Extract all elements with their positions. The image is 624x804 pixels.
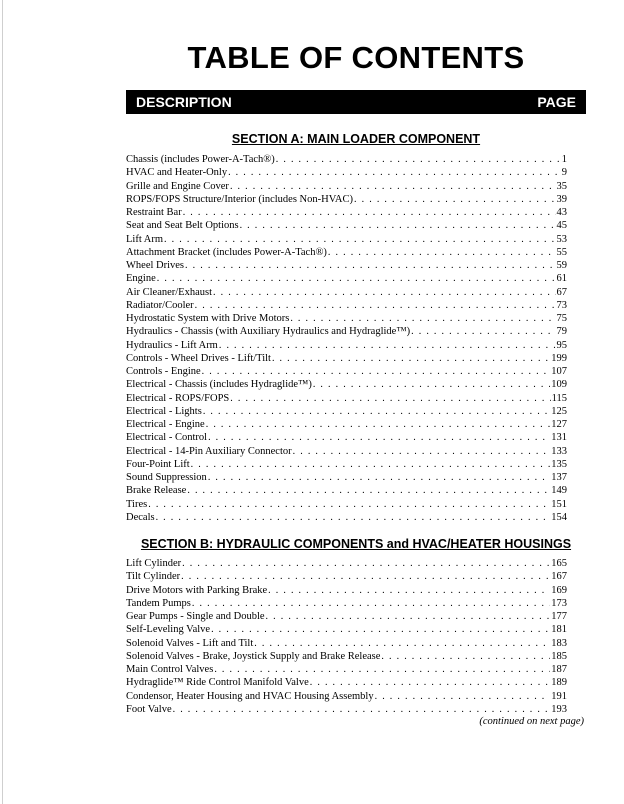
dot-leader: [268, 584, 550, 597]
toc-entry-label: Lift Arm: [126, 233, 164, 245]
toc-entry: [126, 623, 567, 636]
toc-entry-label: Electrical - Engine: [126, 419, 205, 430]
toc-entry: [126, 445, 567, 458]
toc-entry: [126, 471, 567, 484]
toc-entry: [126, 650, 567, 663]
toc-entry: [126, 286, 567, 299]
toc-entry-label: Lift Cylinder: [126, 558, 182, 569]
toc-entry: [126, 392, 567, 405]
toc-entry-page: 109: [551, 379, 567, 391]
toc-entry: [126, 610, 567, 623]
toc-entry: [126, 405, 567, 418]
dot-leader: [354, 193, 555, 206]
description-column-header: DESCRIPTION: [136, 94, 232, 110]
dot-leader: [240, 219, 556, 232]
toc-entry-label: Controls - Wheel Drives - Lift/Tilt: [126, 352, 271, 364]
toc-entry-label: Hydraglide™ Ride Control Manifold Valve: [126, 677, 309, 689]
toc-entry-label: Condensor, Heater Housing and HVAC Housing Assembly: [126, 690, 374, 702]
toc-entry-label: Air Cleaner/Exhaust: [126, 286, 213, 298]
toc-entry: [126, 193, 567, 206]
toc-entry: [126, 484, 567, 497]
dot-leader: [228, 166, 561, 179]
toc-entry-label: Wheel Drives: [126, 260, 185, 271]
dot-leader: [230, 180, 556, 193]
dot-leader: [219, 339, 556, 352]
toc-entry-label: Restraint Bar: [126, 207, 182, 218]
page-title: TABLE OF CONTENTS: [187, 40, 525, 75]
dot-leader: [185, 259, 555, 272]
toc-entry-page: 55: [556, 246, 567, 258]
toc-entry-page: 177: [551, 611, 567, 622]
toc-entry-page: 199: [551, 352, 567, 364]
toc-entry-label: Attachment Bracket (includes Power-A-Tach®): [126, 246, 327, 258]
toc-entry-label: Electrical - 14-Pin Auxiliary Connector: [126, 445, 292, 457]
toc-entry-page: 35: [556, 180, 567, 192]
toc-entry-label: ROPS/FOPS Structure/Interior (includes Non-HVAC): [126, 193, 354, 205]
dot-leader: [157, 272, 556, 285]
toc-entry-label: Radiator/Cooler: [126, 299, 194, 311]
toc-entry-label: Drive Motors with Parking Brake: [126, 584, 268, 596]
toc-entry-page: 95: [556, 339, 567, 351]
toc-entry: [126, 206, 567, 219]
toc-entry: [126, 431, 567, 444]
toc-entry-page: 149: [551, 485, 567, 497]
dot-leader: [381, 650, 550, 663]
toc-entry-label: Hydrostatic System with Drive Motors: [126, 313, 290, 324]
dot-leader: [254, 637, 550, 650]
toc-entry: [126, 663, 567, 676]
toc-entry-page: 187: [551, 664, 567, 675]
dot-leader: [192, 597, 550, 610]
dot-leader: [266, 610, 551, 623]
dot-leader: [202, 365, 551, 378]
toc-entry-page: 167: [551, 571, 567, 583]
toc-entry-label: Solenoid Valves - Brake, Joystick Supply and Brake Release: [126, 650, 381, 662]
toc-entry-page: 125: [551, 405, 567, 417]
toc-entry: [126, 637, 567, 650]
dot-leader: [156, 511, 551, 524]
continued-note: (continued on next page): [479, 716, 584, 727]
toc-entry-label: Self-Leveling Valve: [126, 624, 211, 636]
toc-entry-label: Sound Suppression: [126, 472, 207, 483]
toc-entry: [126, 246, 567, 259]
dot-leader: [191, 458, 551, 471]
toc-entry-label: Decals: [126, 511, 155, 523]
column-header-bar: [126, 90, 586, 114]
toc-entry-label: Brake Release: [126, 485, 187, 497]
toc-entry-page: 45: [556, 220, 567, 232]
section-a-list: [126, 153, 567, 524]
dot-leader: [213, 286, 555, 299]
toc-entry-page: 107: [551, 366, 567, 377]
dot-leader: [208, 431, 550, 444]
toc-entry: [126, 339, 567, 352]
toc-entry-label: HVAC and Heater-Only: [126, 167, 228, 179]
toc-entry: [126, 570, 567, 583]
dot-leader: [293, 445, 551, 458]
toc-entry-page: 189: [551, 677, 567, 689]
toc-entry: [126, 312, 567, 325]
toc-entry-page: 137: [551, 472, 567, 483]
dot-leader: [214, 663, 550, 676]
toc-entry-page: 151: [551, 498, 567, 510]
toc-entry: [126, 597, 567, 610]
toc-entry-label: Gear Pumps - Single and Double: [126, 611, 265, 622]
toc-entry-label: Controls - Engine: [126, 366, 201, 377]
toc-entry-label: Electrical - Chassis (includes Hydraglide™): [126, 379, 312, 391]
section-a-heading: SECTION A: MAIN LOADER COMPONENT: [231, 132, 481, 146]
toc-entry-page: 67: [556, 286, 567, 298]
toc-entry-page: 169: [551, 584, 567, 596]
toc-entry-label: Tandem Pumps: [126, 597, 191, 609]
toc-entry: [126, 272, 567, 285]
toc-entry: [126, 180, 567, 193]
toc-entry-page: 79: [556, 326, 567, 338]
toc-entry-label: Electrical - Control: [126, 432, 208, 444]
toc-entry: [126, 233, 567, 246]
toc-entry-page: 154: [551, 511, 567, 523]
toc-entry-page: 131: [551, 432, 567, 444]
dot-leader: [183, 206, 556, 219]
toc-entry-page: 133: [551, 445, 567, 457]
dot-leader: [173, 703, 551, 716]
toc-entry-page: 181: [551, 624, 567, 636]
toc-entry-label: Main Control Valves: [126, 664, 214, 675]
toc-entry: [126, 676, 567, 689]
toc-entry-page: 39: [556, 193, 567, 205]
dot-leader: [148, 498, 550, 511]
toc-entry: [126, 703, 567, 716]
toc-entry: [126, 458, 567, 471]
toc-entry: [126, 325, 567, 338]
toc-entry: [126, 418, 567, 431]
toc-entry-page: 1: [561, 154, 567, 165]
toc-entry-label: Electrical - ROPS/FOPS: [126, 392, 230, 404]
toc-entry-label: Tires: [126, 498, 148, 510]
dot-leader: [230, 392, 550, 405]
dot-leader: [208, 471, 550, 484]
dot-leader: [164, 233, 555, 246]
toc-entry-page: 53: [556, 233, 567, 245]
toc-entry-page: 9: [561, 167, 567, 179]
dot-leader: [328, 246, 556, 259]
toc-entry-label: Solenoid Valves - Lift and Tilt: [126, 637, 254, 649]
toc-entry: [126, 365, 567, 378]
page-column-header: PAGE: [537, 94, 576, 110]
toc-entry-page: 43: [556, 207, 567, 218]
toc-entry: [126, 166, 567, 179]
toc-entry: [126, 219, 567, 232]
toc-entry-label: Seat and Seat Belt Options: [126, 220, 239, 232]
section-b-list: [126, 557, 567, 716]
dot-leader: [181, 570, 550, 583]
toc-entry-label: Hydraulics - Chassis (with Auxiliary Hydraulics and Hydraglide™): [126, 326, 411, 338]
toc-entry-page: 135: [551, 458, 567, 470]
toc-entry-page: 165: [551, 558, 567, 569]
toc-entry-page: 191: [551, 690, 567, 702]
toc-entry-page: 73: [556, 299, 567, 311]
dot-leader: [182, 557, 550, 570]
toc-entry: [126, 584, 567, 597]
toc-entry-page: 61: [556, 273, 567, 285]
toc-entry-page: 59: [556, 260, 567, 271]
toc-entry-label: Chassis (includes Power-A-Tach®): [126, 154, 275, 165]
dot-leader: [211, 623, 550, 636]
toc-entry: [126, 299, 567, 312]
toc-entry: [126, 498, 567, 511]
toc-entry-page: 193: [551, 703, 567, 715]
dot-leader: [375, 690, 551, 703]
toc-entry-page: 173: [551, 597, 567, 609]
toc-entry-page: 75: [556, 313, 567, 324]
dot-leader: [290, 312, 555, 325]
page-edge-line: [2, 0, 3, 804]
toc-entry-page: 127: [551, 419, 567, 430]
toc-entry: [126, 352, 567, 365]
dot-leader: [310, 676, 551, 689]
toc-entry: [126, 690, 567, 703]
toc-entry-page: 185: [551, 650, 567, 662]
dot-leader: [313, 378, 550, 391]
dot-leader: [203, 405, 550, 418]
dot-leader: [187, 484, 550, 497]
toc-entry: [126, 557, 567, 570]
section-b-heading: SECTION B: HYDRAULIC COMPONENTS and HVAC/HEATER HOUSINGS: [140, 537, 572, 551]
toc-entry-label: Engine: [126, 273, 156, 285]
toc-entry: [126, 259, 567, 272]
toc-entry-page: 183: [551, 637, 567, 649]
dot-leader: [206, 418, 551, 431]
toc-entry-label: Grille and Engine Cover: [126, 180, 229, 192]
toc-entry-page: 115: [551, 392, 567, 404]
toc-entry-label: Four-Point Lift: [126, 458, 190, 470]
toc-entry: [126, 378, 567, 391]
toc-entry: [126, 153, 567, 166]
dot-leader: [411, 325, 555, 338]
dot-leader: [195, 299, 556, 312]
toc-entry: [126, 511, 567, 524]
toc-entry-label: Hydraulics - Lift Arm: [126, 339, 218, 351]
dot-leader: [272, 352, 550, 365]
toc-entry-label: Foot Valve: [126, 703, 172, 715]
toc-entry-label: Tilt Cylinder: [126, 571, 181, 583]
dot-leader: [276, 153, 561, 166]
toc-entry-label: Electrical - Lights: [126, 405, 202, 417]
